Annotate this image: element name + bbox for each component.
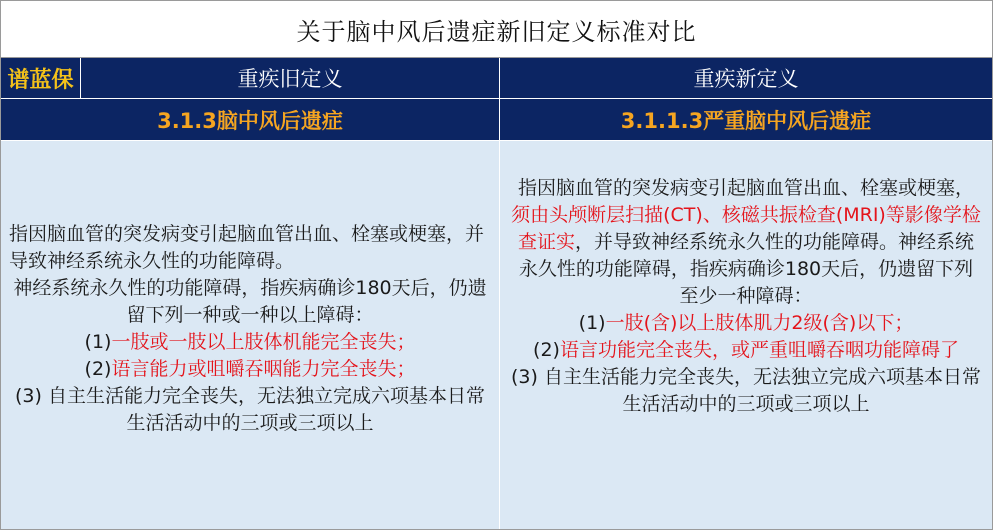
new-item-1-text: 一肢(含)以上肢体肌力2级(含)以下； xyxy=(605,312,914,334)
old-definition-body xyxy=(1,140,499,529)
new-intro-a: 指因脑血管的突发病变引起脑血管出血、栓塞或梗塞， xyxy=(517,177,974,199)
new-item-1-prefix: (1) xyxy=(578,312,606,334)
new-disease-title: 3.1.1.3严重脑中风后遗症 xyxy=(499,98,992,140)
new-intro-highlight: 须由头颅断层扫描(CT)、核磁共振检查(MRI)等影像学检查证实 xyxy=(511,204,981,253)
old-intro-2: 神经系统永久性的功能障碍，指疾病确诊180天后，仍遗留下列一种或一种以上障碍： xyxy=(13,277,487,326)
old-item-2 xyxy=(9,356,491,383)
new-intro-b: ，并导致神经系统永久性的功能障碍。神经系统永久性的功能障碍，指疾病确诊180天后，仍遗留下列至少一种障碍： xyxy=(518,231,975,307)
page-title: 关于脑中风后遗症新旧定义标准对比 xyxy=(1,1,992,58)
new-item-2 xyxy=(510,337,982,364)
new-item-2-text: 语言功能完全丧失，或严重咀嚼吞咽功能障碍了 xyxy=(559,339,959,361)
new-definition-body xyxy=(499,140,992,529)
brand-label: 谱蓝保 xyxy=(1,58,81,98)
new-definition-header: 重疾新定义 xyxy=(499,58,992,98)
old-definition-header: 重疾旧定义 xyxy=(81,58,499,98)
old-item-1-prefix: (1) xyxy=(84,331,112,353)
new-item-3: (3) 自主生活能力完全丧失，无法独立完成六项基本日常生活活动中的三项或三项以上 xyxy=(511,366,981,415)
old-item-1-text: 一肢或一肢以上肢体机能完全丧失； xyxy=(111,331,416,353)
old-item-3: (3) 自主生活能力完全丧失，无法独立完成六项基本日常生活活动中的三项或三项以上 xyxy=(15,385,485,434)
old-item-2-text: 语言能力或咀嚼吞咽能力完全丧失； xyxy=(111,358,416,380)
new-item-2-prefix: (2) xyxy=(533,339,560,361)
old-disease-title: 3.1.3脑中风后遗症 xyxy=(1,98,499,140)
old-intro: 指因脑血管的突发病变引起脑血管出血、栓塞或梗塞，并导致神经系统永久性的功能障碍。 xyxy=(9,223,485,272)
new-item-1 xyxy=(510,310,982,337)
new-intro xyxy=(510,175,982,310)
old-item-1 xyxy=(9,329,491,356)
old-item-2-prefix: (2) xyxy=(84,358,112,380)
